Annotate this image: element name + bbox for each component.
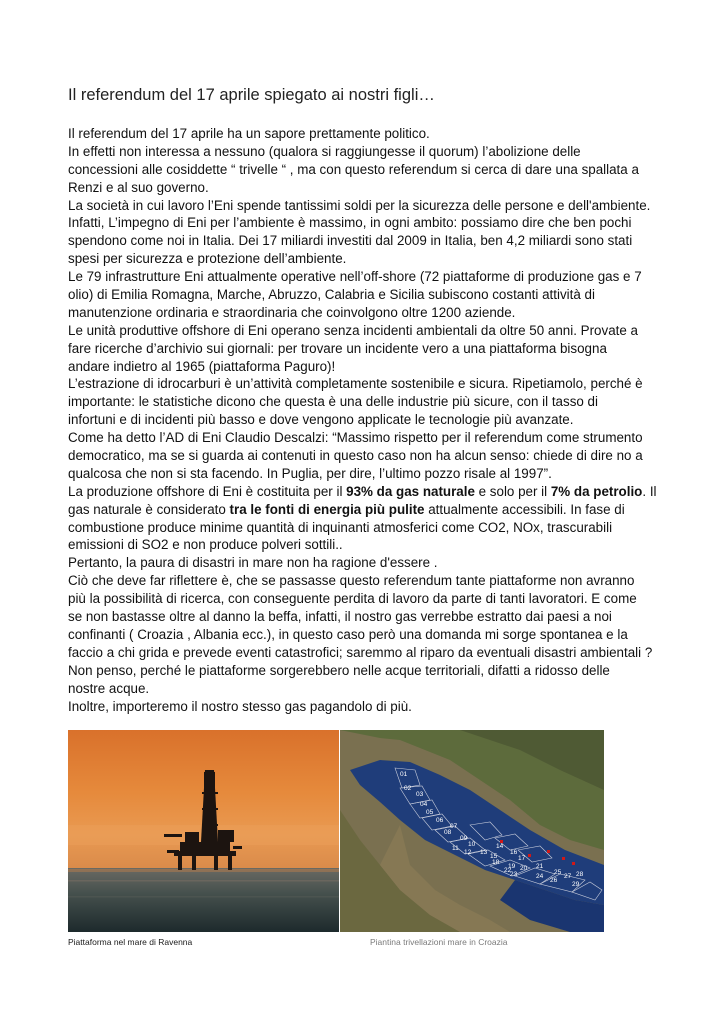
bold-text-gas: 93% da gas naturale	[346, 483, 475, 499]
map-zone-label: 27	[564, 873, 572, 880]
text-run: gas naturale è considerato	[68, 501, 230, 517]
map-zone-label: 01	[400, 771, 408, 778]
map-zone-label: 25	[554, 869, 562, 876]
paragraph-block-intro	[68, 125, 668, 483]
document-body	[68, 125, 668, 715]
document-title: Il referendum del 17 aprile spiegato ai nostri figli…	[68, 86, 435, 104]
text-line: olio) di Emilia Romagna, Marche, Abruzzo, Calabria e Sicilia subiscono costanti attività di	[68, 287, 595, 303]
text-line: Ciò che deve far riflettere è, che se passasse questo referendum tante piattaforme non avranno	[68, 573, 635, 589]
text-line: infortuni e di incidenti più basso e dove vengono applicate le tecnologie più avanzate.	[68, 412, 574, 428]
right-photo-caption: Piantina trivellazioni mare in Croazia	[370, 937, 508, 947]
text-line: importante: le statistiche dicono che questa è una delle industrie più sicure, con il tasso di	[68, 394, 598, 410]
text-line: democratico, ma se si guarda ai contenuti in questo caso non ha alcun senso: chiede di dire no a	[68, 448, 643, 464]
text-line: Il referendum del 17 aprile ha un sapore prettamente politico.	[68, 126, 430, 141]
map-zone-label: 11	[452, 845, 459, 852]
text-line: Le unità produttive offshore di Eni operano senza incidenti ambientali da oltre 50 anni. Provate a	[68, 322, 638, 338]
bold-text-clean-energy: tra le fonti di energia più pulite	[229, 501, 425, 517]
map-zone-label: 09	[460, 835, 468, 842]
map-zone-label: 14	[496, 843, 504, 850]
oil-platform-photo	[68, 730, 339, 932]
text-line: Non penso, perché le piattaforme sorgerebbero nelle acque territoriali, difatti a ridosso delle	[68, 662, 610, 678]
map-zone-label: 02	[404, 785, 412, 792]
map-zone-label: 20	[520, 865, 528, 872]
map-zone-label: 07	[450, 823, 458, 830]
text-line: L’estrazione di idrocarburi è un’attività completamente sostenibile e sicura. Ripetiamolo, perché è	[68, 376, 643, 392]
map-zone-label: 16	[510, 849, 518, 856]
map-zone-label: 13	[480, 849, 488, 856]
text-line: spendono come noi in Italia. Dei 17 miliardi investiti dal 2009 in Italia, ben 4,2 miliardi sono stati	[68, 233, 633, 249]
text-line-gas	[68, 501, 668, 519]
text-line: se non bastasse oltre al danno la beffa, infatti, il nostro gas verrebbe estratto dai paesi a noi	[68, 609, 612, 625]
text-line: nostre acque.	[68, 680, 150, 696]
text-run: e solo per il	[474, 483, 551, 499]
map-zone-label: 26	[550, 877, 558, 884]
map-zone-label: 10	[468, 841, 476, 848]
map-zone-label: 24	[536, 873, 544, 880]
text-line: confinanti ( Croazia , Albania ecc.), in questo caso però una domanda mi sorge spontanea e la	[68, 626, 628, 642]
croatia-drilling-map	[340, 730, 604, 932]
map-zone-label: 17	[518, 855, 526, 862]
map-zone-label: 29	[572, 881, 580, 888]
text-line: andare indietro al 1965 (piattaforma Paguro)!	[68, 358, 336, 374]
text-line: spesi per sicurezza e protezione dell’ambiente.	[68, 251, 347, 267]
text-run: attualmente accessibili. In fase di	[424, 501, 625, 517]
text-line: Inoltre, importeremo il nostro stesso gas pagandolo di più.	[68, 698, 412, 714]
text-line: Come ha detto l’AD di Eni Claudio Descalzi: “Massimo rispetto per il referendum come strumento	[68, 430, 643, 446]
text-line: Pertanto, la paura di disastri in mare non ha ragione d'essere .	[68, 555, 438, 571]
text-line: qualcosa che non si sta facendo. In Puglia, per dire, l’ultimo pozzo risale al 1997”.	[68, 465, 552, 481]
text-line: fare ricerche d’archivio sui giornali: per trovare un incidente vero a una piattaforma bisogna	[68, 340, 607, 356]
text-line: più la possibilità di ricerca, con conseguente perdita di lavoro da parte di tanti lavoratori. E come	[68, 591, 637, 607]
left-photo-caption: Piattaforma nel mare di Ravenna	[68, 937, 193, 947]
map-zone-label: 03	[416, 791, 424, 798]
map-zone-label: 28	[576, 871, 584, 878]
text-run: La produzione offshore di Eni è costituita per il	[68, 483, 347, 499]
text-line: manutenzione ordinaria e straordinaria che coinvolgono oltre 1200 aziende.	[68, 304, 516, 320]
text-line: In effetti non interessa a nessuno (qualora si raggiungesse il quorum) l’abolizione delle	[68, 143, 581, 159]
text-line: faccio a chi grida e prevede eventi catastrofici; saremmo al riparo da eventuali disastri ambientali ?	[68, 644, 653, 660]
map-zone-label: 08	[444, 829, 452, 836]
bold-text-oil: 7% da petrolio	[550, 483, 643, 499]
map-zone-label: 22	[504, 867, 512, 874]
text-line: La società in cui lavoro l’Eni spende tantissimi soldi per la sicurezza delle persone e dell'ambiente.	[68, 197, 651, 213]
map-zone-label: 18	[492, 859, 500, 866]
text-line: concessioni alle cosiddette “ trivelle “ , ma con questo referendum si cerca di dare una spallata a	[68, 161, 639, 177]
map-zone-label: 06	[436, 817, 444, 824]
text-line-production	[68, 483, 668, 501]
text-line: emissioni di SO2 e non produce polveri sottili..	[68, 537, 343, 553]
map-zone-label: 05	[426, 809, 434, 816]
paragraph-block-conclusion	[68, 519, 668, 716]
text-run: . Il	[642, 483, 657, 499]
text-line: combustione produce minime quantità di inquinanti atmosferici come CO2, NOx, trascurabili	[68, 519, 613, 535]
text-line: Renzi e al suo governo.	[68, 179, 209, 195]
map-zone-label: 21	[536, 863, 544, 870]
map-zone-label: 04	[420, 801, 428, 808]
map-zone-label: 23	[510, 871, 518, 878]
map-zone-label: 15	[490, 853, 498, 860]
map-zone-label: 19	[508, 863, 516, 870]
text-line: Le 79 infrastrutture Eni attualmente operative nell’off-shore (72 piattaforme di produzione gas e 7	[68, 269, 642, 285]
map-zone-label: 12	[464, 849, 472, 856]
text-line: Infatti, L’impegno di Eni per l’ambiente è massimo, in ogni ambito: possiamo dire che ben pochi	[68, 215, 632, 231]
